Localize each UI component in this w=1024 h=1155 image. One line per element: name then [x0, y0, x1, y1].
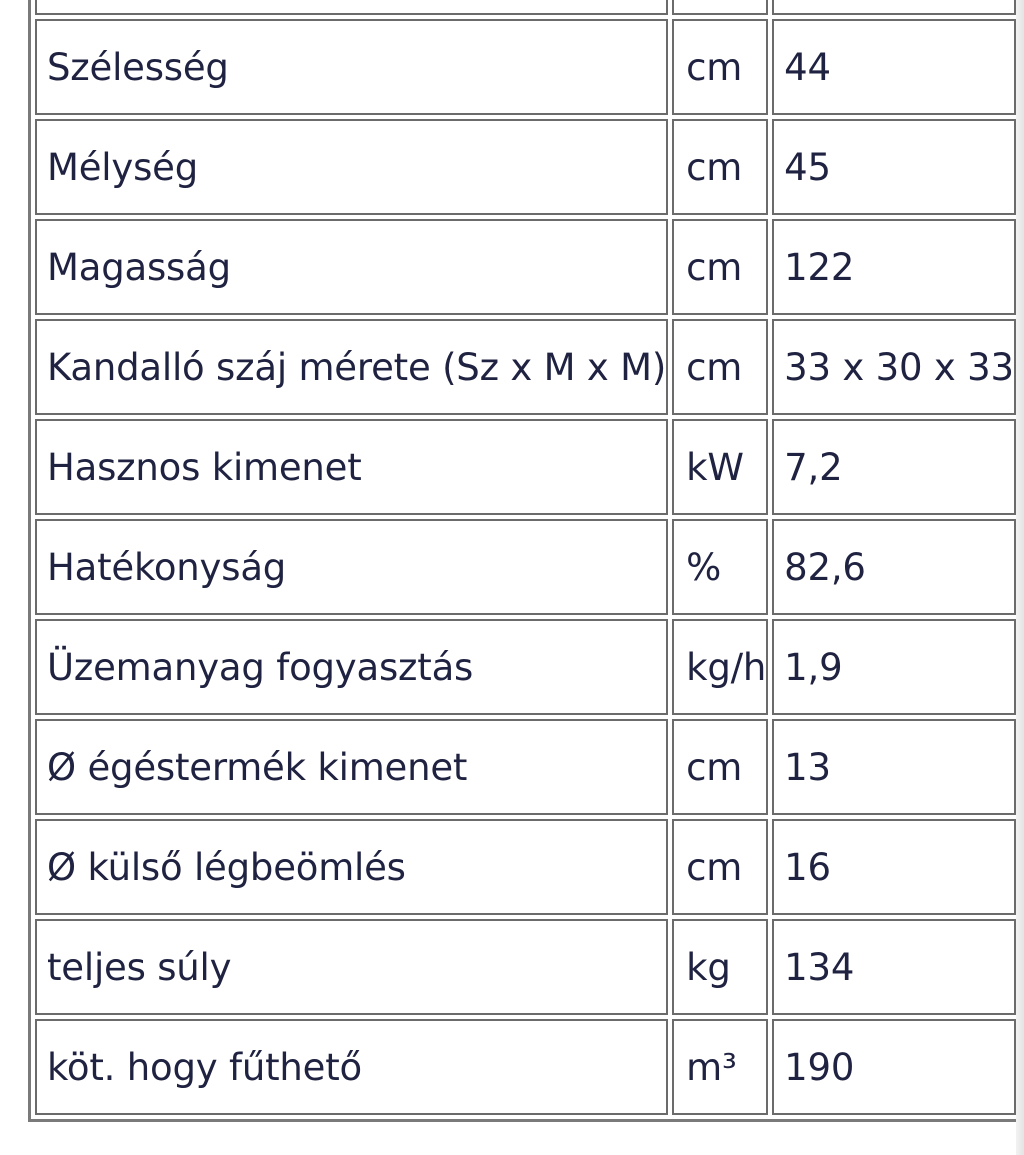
spec-value-cell: 44	[772, 19, 1016, 115]
spec-unit-cell: cm	[672, 819, 768, 915]
spec-unit-cell: %	[672, 519, 768, 615]
spec-name-cell: Kandalló száj mérete (Sz x M x M)	[35, 319, 668, 415]
table-row	[35, 1019, 1016, 1115]
spec-value-cell: 122	[772, 219, 1016, 315]
spec-name-cell: Hatékonyság	[35, 519, 668, 615]
spec-name-cell: Ø égéstermék kimenet	[35, 719, 668, 815]
spec-unit-cell: cm	[672, 219, 768, 315]
table-row	[35, 819, 1016, 915]
spec-unit-cell: kW	[672, 419, 768, 515]
spec-value-cell: 33 x 30 x 33	[772, 319, 1016, 415]
spec-table	[28, 0, 1023, 1122]
spec-value-cell: 134	[772, 919, 1016, 1015]
table-row	[35, 219, 1016, 315]
spec-unit-cell: kg/h	[672, 619, 768, 715]
spec-unit-cell: cm	[672, 19, 768, 115]
spec-value-cell: 82,6	[772, 519, 1016, 615]
cut-off-cell	[772, 0, 1016, 15]
table-row	[35, 119, 1016, 215]
table-row	[35, 419, 1016, 515]
table-row	[35, 519, 1016, 615]
spec-value-cell: 13	[772, 719, 1016, 815]
spec-name-cell: teljes súly	[35, 919, 668, 1015]
spec-value-cell: 1,9	[772, 619, 1016, 715]
spec-unit-cell: cm	[672, 319, 768, 415]
spec-value-cell: 190	[772, 1019, 1016, 1115]
spec-name-cell: Hasznos kimenet	[35, 419, 668, 515]
table-row	[35, 19, 1016, 115]
cut-off-cell	[35, 0, 668, 15]
spec-unit-cell: m³	[672, 1019, 768, 1115]
spec-unit-cell: cm	[672, 119, 768, 215]
cut-off-cell	[672, 0, 768, 15]
spec-name-cell: Mélység	[35, 119, 668, 215]
spec-value-cell: 7,2	[772, 419, 1016, 515]
spec-name-cell: Üzemanyag fogyasztás	[35, 619, 668, 715]
spec-name-cell: Szélesség	[35, 19, 668, 115]
spec-value-cell: 45	[772, 119, 1016, 215]
table-row	[35, 919, 1016, 1015]
table-row	[35, 319, 1016, 415]
table-row-cut-off	[35, 0, 1016, 15]
table-row	[35, 719, 1016, 815]
spec-name-cell: köt. hogy fűthető	[35, 1019, 668, 1115]
spec-value-cell: 16	[772, 819, 1016, 915]
table-row	[35, 619, 1016, 715]
spec-unit-cell: cm	[672, 719, 768, 815]
spec-unit-cell: kg	[672, 919, 768, 1015]
page-edge-shadow	[1016, 0, 1024, 1155]
spec-name-cell: Magasság	[35, 219, 668, 315]
spec-name-cell: Ø külső légbeömlés	[35, 819, 668, 915]
